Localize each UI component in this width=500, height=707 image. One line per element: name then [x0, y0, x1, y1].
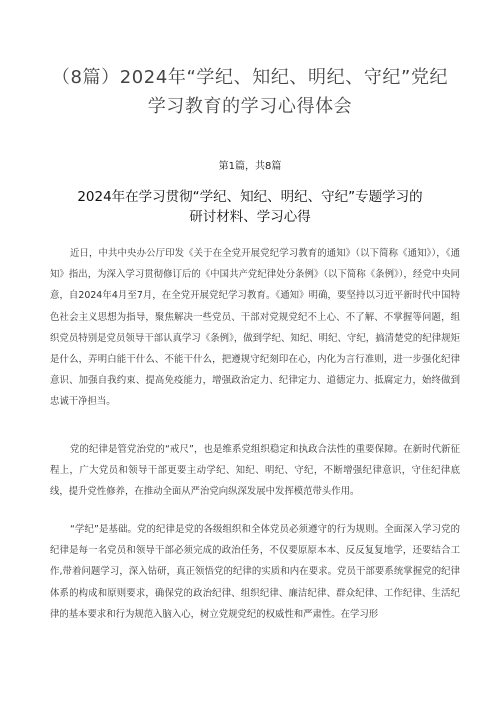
body-paragraph: “学纪”是基础。党的纪律是党的各级组织和全体党员必须遵守的行为规则。全面深入学习党的纪律是每一名党员和领导干部必须完成的政治任务，不仅要原原本本、反反复复地学，还要结合工作,带着问题学习，深入钻研，真正领悟党的纪律的实质和内在要求。党员干部要系统掌握党的纪律体系的构成和原则要求，确保党的政治纪律、组织纪律、廉洁纪律、群众纪律、工作纪律、生活纪律的基本要求和行为规范入脑入心，树立党规党纪的权威性和严肃性。在学习形 [50, 524, 460, 620]
document-title-line-1: （8篇）2024年“学纪、知纪、明纪、守纪”党纪 [51, 67, 449, 88]
article-title [45, 187, 455, 227]
article-title-line-2: 研讨材料、学习心得 [189, 209, 311, 225]
article-title-line-1: 2024年在学习贯彻“学纪、知纪、明纪、守纪”专题学习的 [77, 189, 423, 205]
document-title-line-2: 学习教育的学习心得体会 [147, 96, 353, 117]
document-title [40, 63, 460, 121]
body-paragraph: 近日，中共中央办公厅印发《关于在全党开展党纪学习教育的通知》（以下简称《通知》），《通知》指出，为深入学习贯彻修订后的《中国共产党纪律处分条例》（以下简称《条例》），经党中央同意，自2024年4月至7月，在全党开展党纪学习教育。《通知》明确，要坚持以习近平新时代中国特色社会主义思想为指导，聚焦解决一些党员、干部对党规党纪不上心、不了解、不掌握等问题，组织党员特别是党员领导干部认真学习《条例》，做到学纪、知纪、明纪、守纪，搞清楚党的纪律规矩是什么，弄明白能干什么、不能干什么，把遵规守纪刻印在心，内化为言行准则，进一步强化纪律意识、加强自我约束、提高免疫能力，增强政治定力、纪律定力、道德定力、抵腐定力，始终做到忠诚干净担当。 [50, 248, 460, 408]
body-paragraph: 党的纪律是管党治党的“戒尺”，也是维系党组织稳定和执政合法性的重要保障。在新时代新征程上，广大党员和领导干部更要主动学纪、知纪、明纪、守纪，不断增强纪律意识，守住纪律底线，提升党性修养，在推动全面从严治党向纵深发展中发挥模范带头作用。 [50, 444, 460, 498]
part-label: 第1篇，共8篇 [218, 161, 282, 172]
